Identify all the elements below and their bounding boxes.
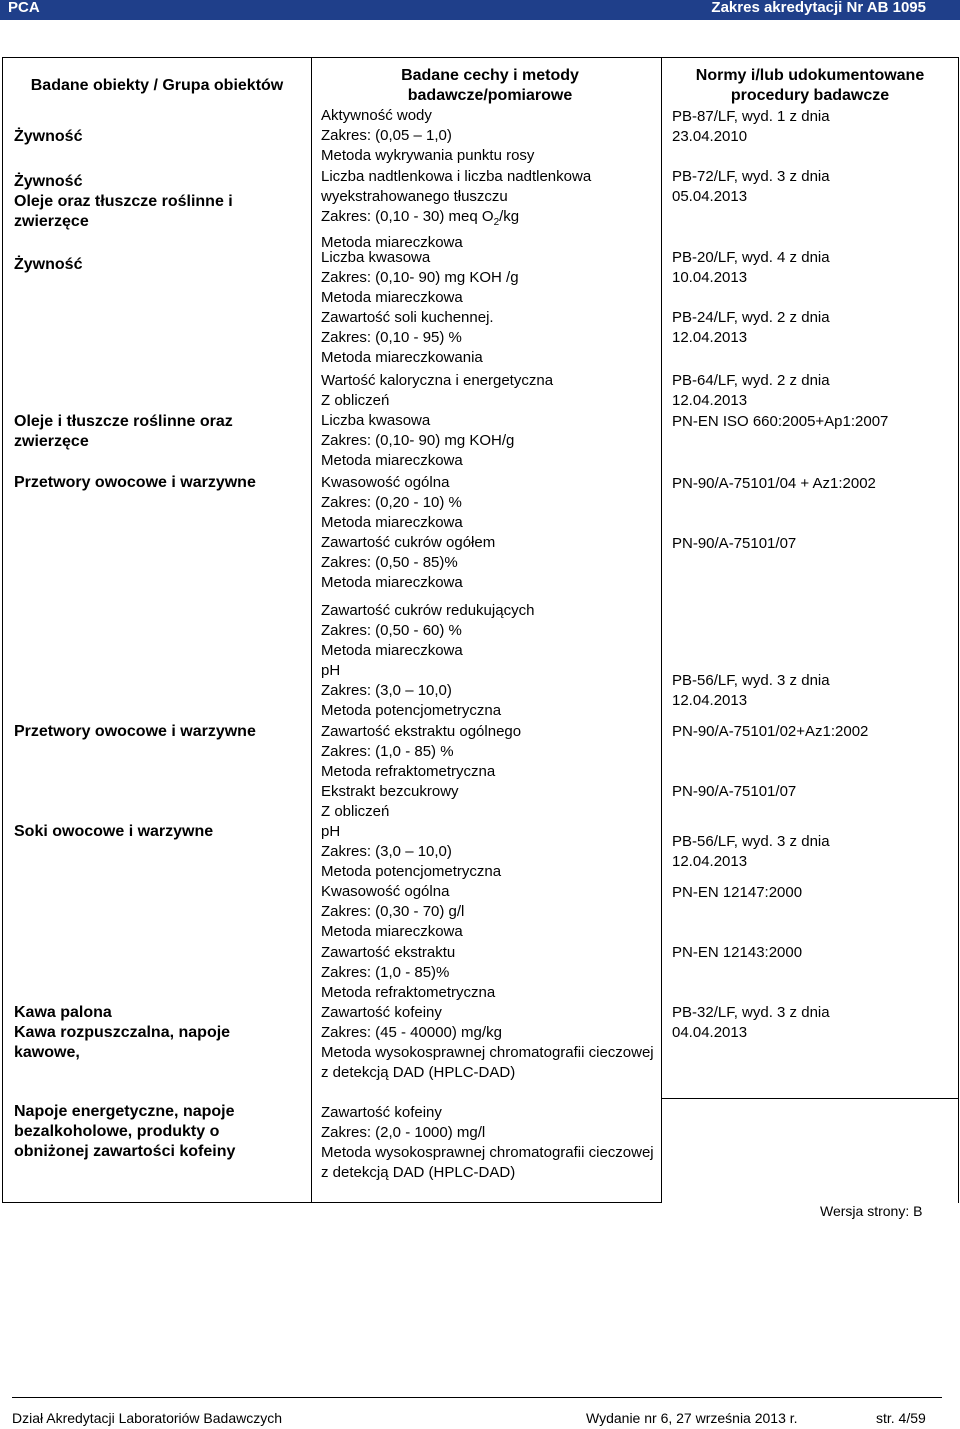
norm-item: PN-EN ISO 660:2005+Ap1:2007 [672,413,889,430]
object-item: Żywność Oleje oraz tłuszcze roślinne i zwierzęce [14,173,233,230]
norm-item: PB-56/LF, wyd. 3 z dnia 12.04.2013 [672,833,830,870]
norm-item: PN-EN 12147:2000 [672,884,803,901]
norm-item: PN-90/A-75101/04 + Az1:2002 [672,475,876,492]
object-item: Żywność [14,256,83,273]
method-item: Zawartość cukrów redukujących Zakres: (0,50 - 60) % Metoda miareczkowa [321,602,535,659]
method-item: Zawartość ekstraktu Zakres: (1,0 - 85)% Metoda refraktometryczna [321,944,496,1001]
norm-item: PN-EN 12143:2000 [672,944,803,961]
col-header-methods: Badane cechy i metody badawcze/pomiarowe [401,67,579,104]
norm-item: PB-87/LF, wyd. 1 z dnia 23.04.2010 [672,108,830,145]
footer-left: Dział Akredytacji Laboratoriów Badawczych [12,1410,283,1426]
table-border-right [958,57,959,1203]
method-item: pH Zakres: (3,0 – 10,0) Metoda potencjometryczna [321,662,502,719]
norm-item: PB-64/LF, wyd. 2 z dnia 12.04.2013 [672,372,830,409]
footer-right: str. 4/59 [876,1410,926,1426]
norm-item: PN-90/A-75101/02+Az1:2002 [672,723,869,740]
norm-item: PN-90/A-75101/07 [672,535,797,552]
col-header-norms: Normy i/lub udokumentowane procedury badawcze [695,67,925,104]
page-header [0,0,960,20]
method-item: Zawartość soli kuchennej. Zakres: (0,10 - 95) % Metoda miareczkowania [321,309,494,366]
header-left: PCA [8,0,40,16]
footer-divider [12,1397,942,1398]
method-item: Aktywność wody Zakres: (0,05 – 1,0) Metoda wykrywania punktu rosy [321,107,535,164]
method-line: Liczba nadtlenkowa i liczba nadtlenkowa wyekstrahowanego tłuszczu [321,168,592,205]
norm-item: PB-72/LF, wyd. 3 z dnia 05.04.2013 [672,168,830,205]
page-version: Wersja strony: B [820,1203,923,1219]
method-item: Liczba kwasowa Zakres: (0,10- 90) mg KOH /g Metoda miareczkowa [321,249,519,306]
object-item: Przetwory owocowe i warzywne [14,474,256,491]
table-border-top [2,57,958,58]
method-item: Zawartość kofeiny Zakres: (2,0 - 1000) mg/l Metoda wysokosprawnej chromatografii cieczowej z detekcją DAD (HPLC-DAD) [321,1104,654,1181]
method-line: Zakres: (0,10 - 30) meq $O_2/kg$ [321,208,520,228]
method-item: pH Zakres: (3,0 – 10,0) Metoda potencjometryczna [321,823,502,880]
norm-item: PN-90/A-75101/07 [672,783,797,800]
method-item: Kwasowość ogólna Zakres: (0,20 - 10) % Metoda miareczkowa [321,474,463,531]
norms-bottom-line [662,1098,958,1099]
object-item: Napoje energetyczne, napoje bezalkoholowe, produkty o obniżonej zawartości kofeiny [14,1103,236,1160]
norm-item: PB-20/LF, wyd. 4 z dnia 10.04.2013 [672,249,830,286]
method-item: Liczba kwasowa Zakres: (0,10- 90) mg KOH/g Metoda miareczkowa [321,412,515,469]
method-item: Zawartość cukrów ogółem Zakres: (0,50 - 85)% Metoda miareczkowa [321,534,496,591]
header-right: Zakres akredytacji Nr AB 1095 [711,0,926,16]
method-item: Zawartość kofeiny Zakres: (45 - 40000) mg/kg Metoda wysokosprawnej chromatografii cieczowej z detekcją DAD (HPLC-DAD) [321,1004,654,1081]
table-border-bottom [2,1202,662,1203]
table-divider-1 [311,57,312,1203]
method-item [321,167,656,253]
norm-item: PB-24/LF, wyd. 2 z dnia 12.04.2013 [672,309,830,346]
method-item: Kwasowość ogólna Zakres: (0,30 - 70) g/l Metoda miareczkowa [321,883,465,940]
col-header-objects: Badane obiekty / Grupa obiektów [30,77,284,94]
method-item: Zawartość ekstraktu ogólnego Zakres: (1,0 - 85) % Metoda refraktometryczna [321,723,522,780]
object-item: Soki owocowe i warzywne [14,823,214,840]
table-divider-2 [661,57,662,1203]
footer-center: Wydanie nr 6, 27 września 2013 r. [586,1410,798,1426]
method-item: Wartość kaloryczna i energetyczna Z obliczeń [321,372,554,409]
object-item: Kawa palona Kawa rozpuszczalna, napoje kawowe, [14,1004,231,1061]
object-item: Żywność [14,128,83,145]
method-line: Metoda miareczkowa [321,234,463,251]
norm-item: PB-32/LF, wyd. 3 z dnia 04.04.2013 [672,1004,830,1041]
norm-item: PB-56/LF, wyd. 3 z dnia 12.04.2013 [672,672,830,709]
table-border-left [2,57,3,1203]
object-item: Przetwory owocowe i warzywne [14,723,256,740]
object-item: Oleje i tłuszcze roślinne oraz zwierzęce [14,413,233,450]
method-item: Ekstrakt bezcukrowy Z obliczeń [321,783,459,820]
